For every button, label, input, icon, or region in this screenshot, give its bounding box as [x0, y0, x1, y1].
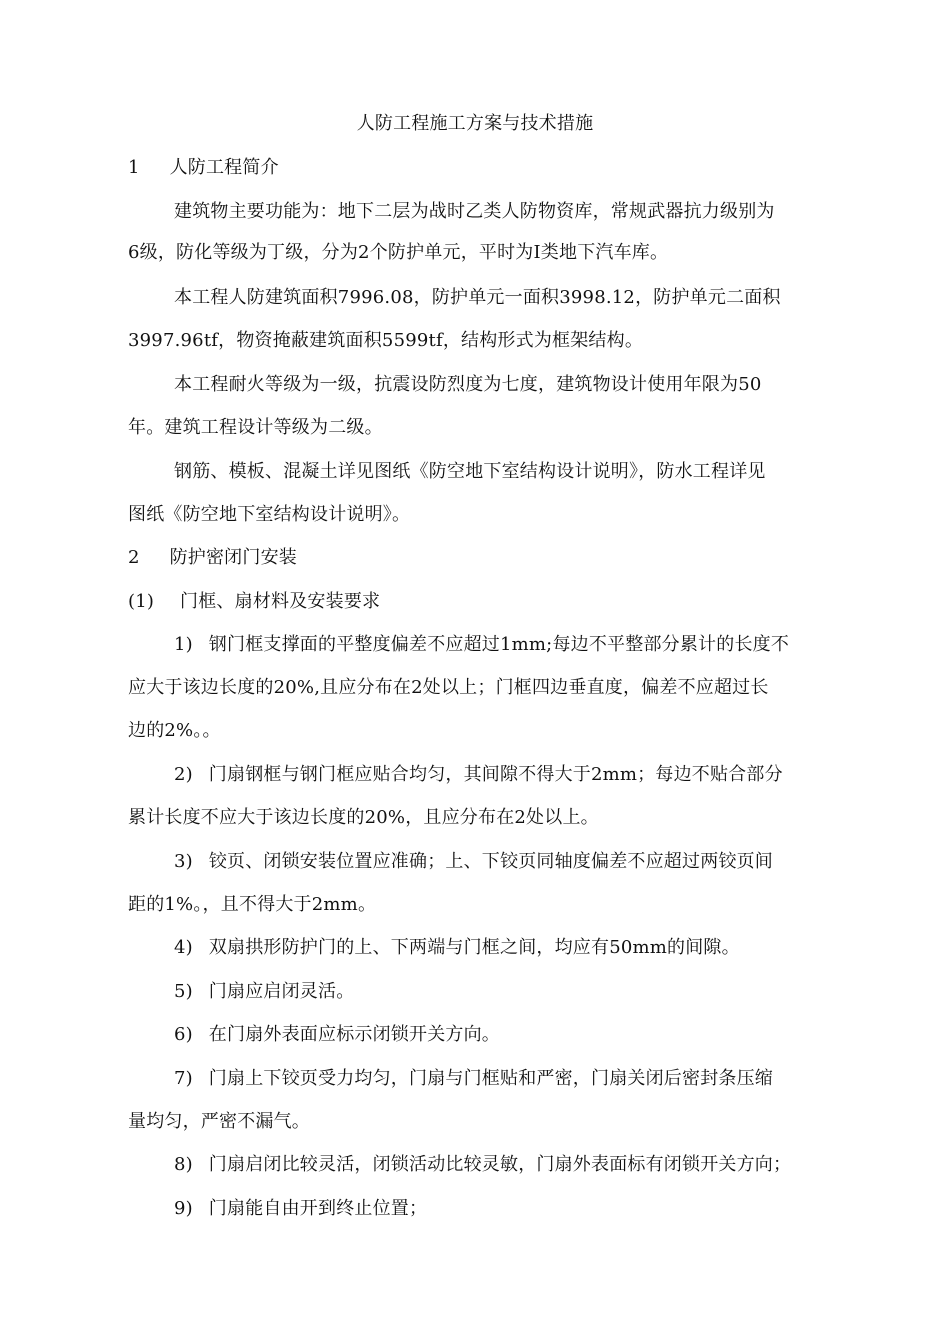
paragraph-line: 年。建筑工程设计等级为二级。 [128, 417, 383, 438]
item-number: 3) [174, 851, 193, 872]
item-text: 门扇能自由开到终止位置； [208, 1198, 428, 1219]
section-2-heading [128, 546, 297, 570]
item-text: 钢门框支撑面的平整度偏差不应超过1mm;每边不平整部分累计的长度不 [208, 634, 790, 655]
item-number: 9) [174, 1198, 193, 1219]
item-number: 7) [174, 1068, 193, 1089]
paragraph-line: 本工程人防建筑面积7996.08，防护单元一面积3998.12，防护单元二面积 [174, 287, 781, 308]
list-item [174, 1067, 773, 1091]
subsection-1-number: (1) [128, 591, 155, 612]
list-item [174, 980, 354, 1004]
item-text: 门扇应启闭灵活。 [208, 981, 355, 1002]
list-item [174, 850, 773, 874]
item-number: 2) [174, 764, 193, 785]
paragraph-line: 3997.96tf，物资掩蔽建筑面积5599tf，结构形式为框架结构。 [128, 330, 644, 351]
paragraph-line: 建筑物主要功能为：地下二层为战时乙类人防物资库，常规武器抗力级别为 [174, 201, 775, 222]
item-number: 8) [174, 1154, 193, 1175]
item-number: 6) [174, 1024, 193, 1045]
list-item [174, 633, 789, 657]
item-number: 5) [174, 981, 193, 1002]
item-text: 双扇拱形防护门的上、下两端与门框之间，均应有50mm的间隙。 [208, 937, 740, 958]
item-continuation: 量均匀，严密不漏气。 [128, 1111, 310, 1132]
section-1-heading [128, 156, 279, 180]
item-text: 铰页、闭锁安装位置应准确；上、下铰页同轴度偏差不应超过两铰页间 [208, 851, 773, 872]
document-title: 人防工程施工方案与技术措施 [356, 113, 594, 134]
subsection-1-title: 门框、扇材料及安装要求 [180, 591, 381, 612]
item-text: 门扇上下铰页受力均匀，门扇与门框贴和严密，门扇关闭后密封条压缩 [208, 1068, 773, 1089]
item-text: 在门扇外表面应标示闭锁开关方向。 [208, 1024, 500, 1045]
paragraph-line: 钢筋、模板、混凝土详见图纸《防空地下室结构设计说明》，防水工程详见 [174, 461, 766, 482]
section-1-number: 1 [128, 157, 140, 178]
paragraph-line: 本工程耐火等级为一级，抗震设防烈度为七度，建筑物设计使用年限为50 [174, 374, 762, 395]
list-item [174, 936, 740, 960]
item-text: 门扇钢框与钢门框应贴合均匀，其间隙不得大于2mm；每边不贴合部分 [208, 764, 783, 785]
item-continuation: 边的2%。。 [128, 720, 221, 741]
item-continuation: 累计长度不应大于该边长度的20%，且应分布在2处以上。 [128, 807, 599, 828]
item-continuation: 应大于该边长度的20%,且应分布在2处以上；门框四边垂直度，偏差不应超过长 [128, 677, 769, 698]
paragraph-line: 6级，防化等级为丁级，分为2个防护单元，平时为Ⅰ类地下汽车库。 [128, 242, 669, 263]
section-1-title: 人防工程简介 [169, 157, 279, 178]
item-number: 4) [174, 937, 193, 958]
list-item [174, 1153, 791, 1177]
subsection-1-heading [128, 590, 380, 614]
section-2-number: 2 [128, 547, 140, 568]
item-number: 1) [174, 634, 193, 655]
item-text: 门扇启闭比较灵活，闭锁活动比较灵敏，门扇外表面标有闭锁开关方向； [208, 1154, 792, 1175]
list-item [174, 1023, 500, 1047]
paragraph-line: 图纸《防空地下室结构设计说明》。 [128, 504, 411, 525]
list-item [174, 763, 783, 787]
item-continuation: 距的1%。，且不得大于2mm。 [128, 894, 377, 915]
section-2-title: 防护密闭门安装 [169, 547, 297, 568]
list-item [174, 1197, 427, 1221]
